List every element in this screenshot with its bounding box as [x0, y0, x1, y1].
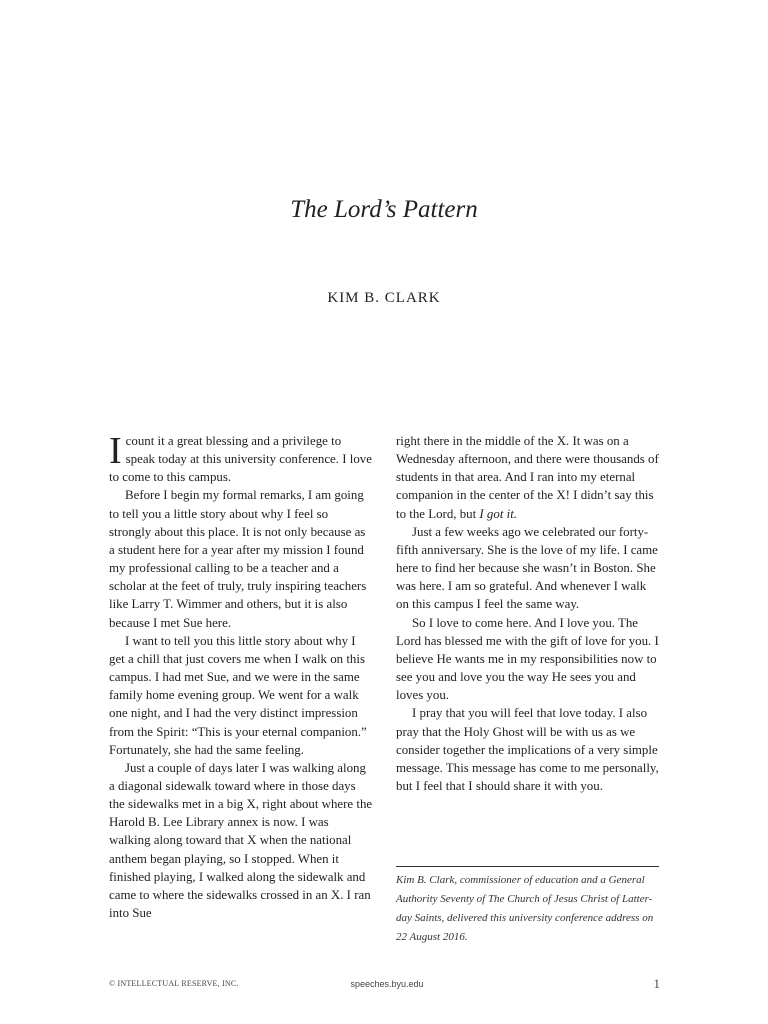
paragraph: I want to tell you this little story about why I get a chill that just covers me when I walk on this campus. I had met Sue, and we were in the same family home evening group. We went for a walk one night, and I had the very distinct impression from the Spirit: “This is your eternal companion.” Fortunately, she had the same feeling. [109, 633, 367, 757]
paragraph-text: count it a great blessing and a privilege to speak today at this university conference. I love to come to this campus. [109, 434, 372, 485]
paragraph: Just a few weeks ago we celebrated our forty-fifth anniversary. She is the love of my life. I came here to find her because she wasn’t in Boston. She was here. I am so grateful. And whenever I walk on this campus I feel the same way. [396, 524, 658, 612]
site-link[interactable]: speeches.byu.edu [350, 979, 424, 989]
paragraph: So I love to come here. And I love you. The Lord has blessed me with the gift of love for you. I believe He wants me in my responsibilities now to see you and love you the way He sees you and loves you. [396, 615, 659, 703]
author-footnote: Kim B. Clark, commissioner of education and a General Authority Seventy of The Church of Jesus Christ of Latter-day Saints, delivered this university conference address on 22 August 2016. [396, 866, 659, 947]
emphasis-text: I got it. [479, 506, 518, 521]
drop-cap: I [109, 430, 122, 472]
author-name: KIM B. CLARK [327, 290, 441, 306]
paragraph-text: right there in the middle of the X. It was on a Wednesday afternoon, and there were thousands of students in that area. And I ran into my eternal companion in the center of the X! I didn’t say this to the Lord, but [396, 434, 659, 521]
page-title: The Lord’s Pattern [290, 196, 478, 223]
text-column-left [109, 432, 373, 922]
copyright-notice: © INTELLECTUAL RESERVE, INC. [109, 979, 239, 988]
text-column-right [396, 432, 662, 795]
paragraph: I pray that you will feel that love today. I also pray that the Holy Ghost will be with us as we consider together the implications of a very simple message. This message has come to me personally, but I feel that I should share it with you. [396, 706, 659, 793]
page-number: 1 [653, 976, 660, 991]
paragraph: Before I begin my formal remarks, I am going to tell you a little story about why I feel so strongly about this place. It is not only because as a student here for a year after my mission I found my professional calling to be a teacher and a scholar at the feet of truly, truly inspiring teachers like Larry T. Wimmer and others, but it is also because I met Sue here. [109, 488, 367, 630]
paragraph [109, 432, 373, 486]
paragraph [396, 432, 662, 523]
paragraph: Just a couple of days later I was walking along a diagonal sidewalk toward where in those days the sidewalks met in a big X, right about where the Harold B. Lee Library annex is now. I was walking along toward that X when the national anthem began playing, so I stopped. When it finished playing, I walked along the sidewalk and came to where the sidewalks crossed in an X. I ran into Sue [109, 760, 373, 921]
